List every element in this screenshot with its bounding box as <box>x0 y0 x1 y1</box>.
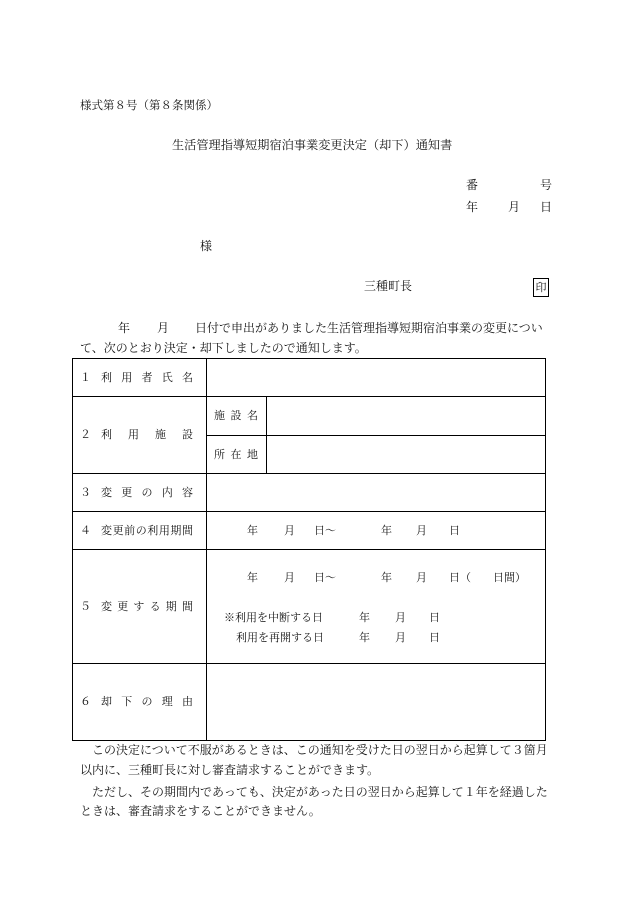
new-period-field <box>207 550 546 664</box>
document-number-label-start: 番 <box>466 178 479 192</box>
row-number: ２ <box>80 428 91 441</box>
seal-box: 印 <box>533 278 549 297</box>
recipient-name-field <box>207 359 546 397</box>
note-line-2: 以内に、三種町長に対し審査請求することができます。 <box>80 763 380 777</box>
new-period-end-year: 年 <box>381 571 392 584</box>
issue-date-year: 年 <box>466 200 479 214</box>
facility-address-field <box>267 436 546 474</box>
suspend-date-label: ※利用を中断する日 <box>224 611 323 624</box>
facility-label: 利用施設 <box>101 428 193 441</box>
facility-label-cell <box>73 397 207 474</box>
new-period-label-cell <box>73 550 207 664</box>
facility-name-field <box>267 397 546 436</box>
suspend-date-year: 年 <box>359 611 370 624</box>
previous-period-field <box>207 512 546 550</box>
resume-date-label: 利用を再開する日 <box>236 631 324 644</box>
form-number: 様式第８号（第８条関係） <box>80 98 218 112</box>
intro-month: 月 <box>157 321 170 335</box>
row-number: ５ <box>80 599 91 613</box>
previous-period-label: 変更前の利用期間 <box>101 523 193 537</box>
new-period-start-year: 年 <box>247 571 258 584</box>
previous-period-end-month: 月 <box>416 524 427 537</box>
intro-line-1: 日付で申出がありました生活管理指導短期宿泊事業の変更につい <box>195 321 543 335</box>
table-row <box>73 512 546 550</box>
table-row <box>73 359 546 397</box>
resume-date-year: 年 <box>359 631 370 644</box>
change-content-field <box>207 474 546 512</box>
rejection-reason-label-cell <box>73 664 207 741</box>
change-content-label-cell <box>73 474 207 512</box>
note-line-3: ただし、その期間内であっても、決定があった日の翌日から起算して１年を経過した <box>80 785 548 799</box>
suspend-date-day: 日 <box>429 611 440 624</box>
intro-line-2: て、次のとおり決定・却下しましたので通知します。 <box>80 341 367 355</box>
issue-date-month: 月 <box>508 200 521 214</box>
previous-period-end-year: 年 <box>381 524 392 537</box>
issuer-name: 三種町長 <box>364 279 413 293</box>
row-number: ３ <box>80 485 91 499</box>
previous-period-start-month: 月 <box>284 524 295 537</box>
previous-period-label-cell <box>73 512 207 550</box>
form-table <box>72 358 546 741</box>
row-number: ６ <box>80 695 91 708</box>
addressee-suffix: 様 <box>200 239 213 253</box>
row-number: ４ <box>80 523 91 537</box>
table-row <box>73 397 546 436</box>
recipient-name-label-cell <box>73 359 207 397</box>
new-period-end-month: 月 <box>416 571 427 584</box>
note-line-4: ときは、審査請求をすることができません。 <box>80 804 321 818</box>
issue-date-day: 日 <box>540 200 553 214</box>
suspend-date-month: 月 <box>395 611 406 624</box>
note-line-1: この決定について不服があるときは、この通知を受けた日の翌日から起算して３箇月 <box>80 743 548 757</box>
rejection-reason-field <box>207 664 546 741</box>
table-row <box>73 550 546 664</box>
row-number: １ <box>80 370 91 384</box>
facility-name-label-cell <box>207 397 267 436</box>
resume-date-month: 月 <box>395 631 406 644</box>
resume-date-day: 日 <box>429 631 440 644</box>
new-period-end-day: 日（ <box>449 571 471 584</box>
change-content-label: 変更の内容 <box>101 485 193 499</box>
previous-period-start-year: 年 <box>247 524 258 537</box>
previous-period-start-day: 日～ <box>314 524 336 537</box>
previous-period-end-day: 日 <box>449 524 460 537</box>
facility-address-label-cell <box>207 436 267 474</box>
new-period-day-count: 日間） <box>493 571 526 584</box>
facility-address-label: 所在地 <box>214 447 258 461</box>
document-number-label-end: 号 <box>540 178 553 192</box>
recipient-name-label: 利用者氏名 <box>101 370 193 384</box>
document-title: 生活管理指導短期宿泊事業変更決定（却下）通知書 <box>172 138 453 152</box>
table-row <box>73 474 546 512</box>
new-period-start-day: 日～ <box>314 571 336 584</box>
rejection-reason-label: 却下の理由 <box>101 695 193 708</box>
intro-year: 年 <box>118 321 131 335</box>
new-period-start-month: 月 <box>284 571 295 584</box>
facility-name-label: 施設名 <box>214 409 258 422</box>
new-period-label: 変更する期間 <box>101 599 193 613</box>
table-row <box>73 664 546 741</box>
